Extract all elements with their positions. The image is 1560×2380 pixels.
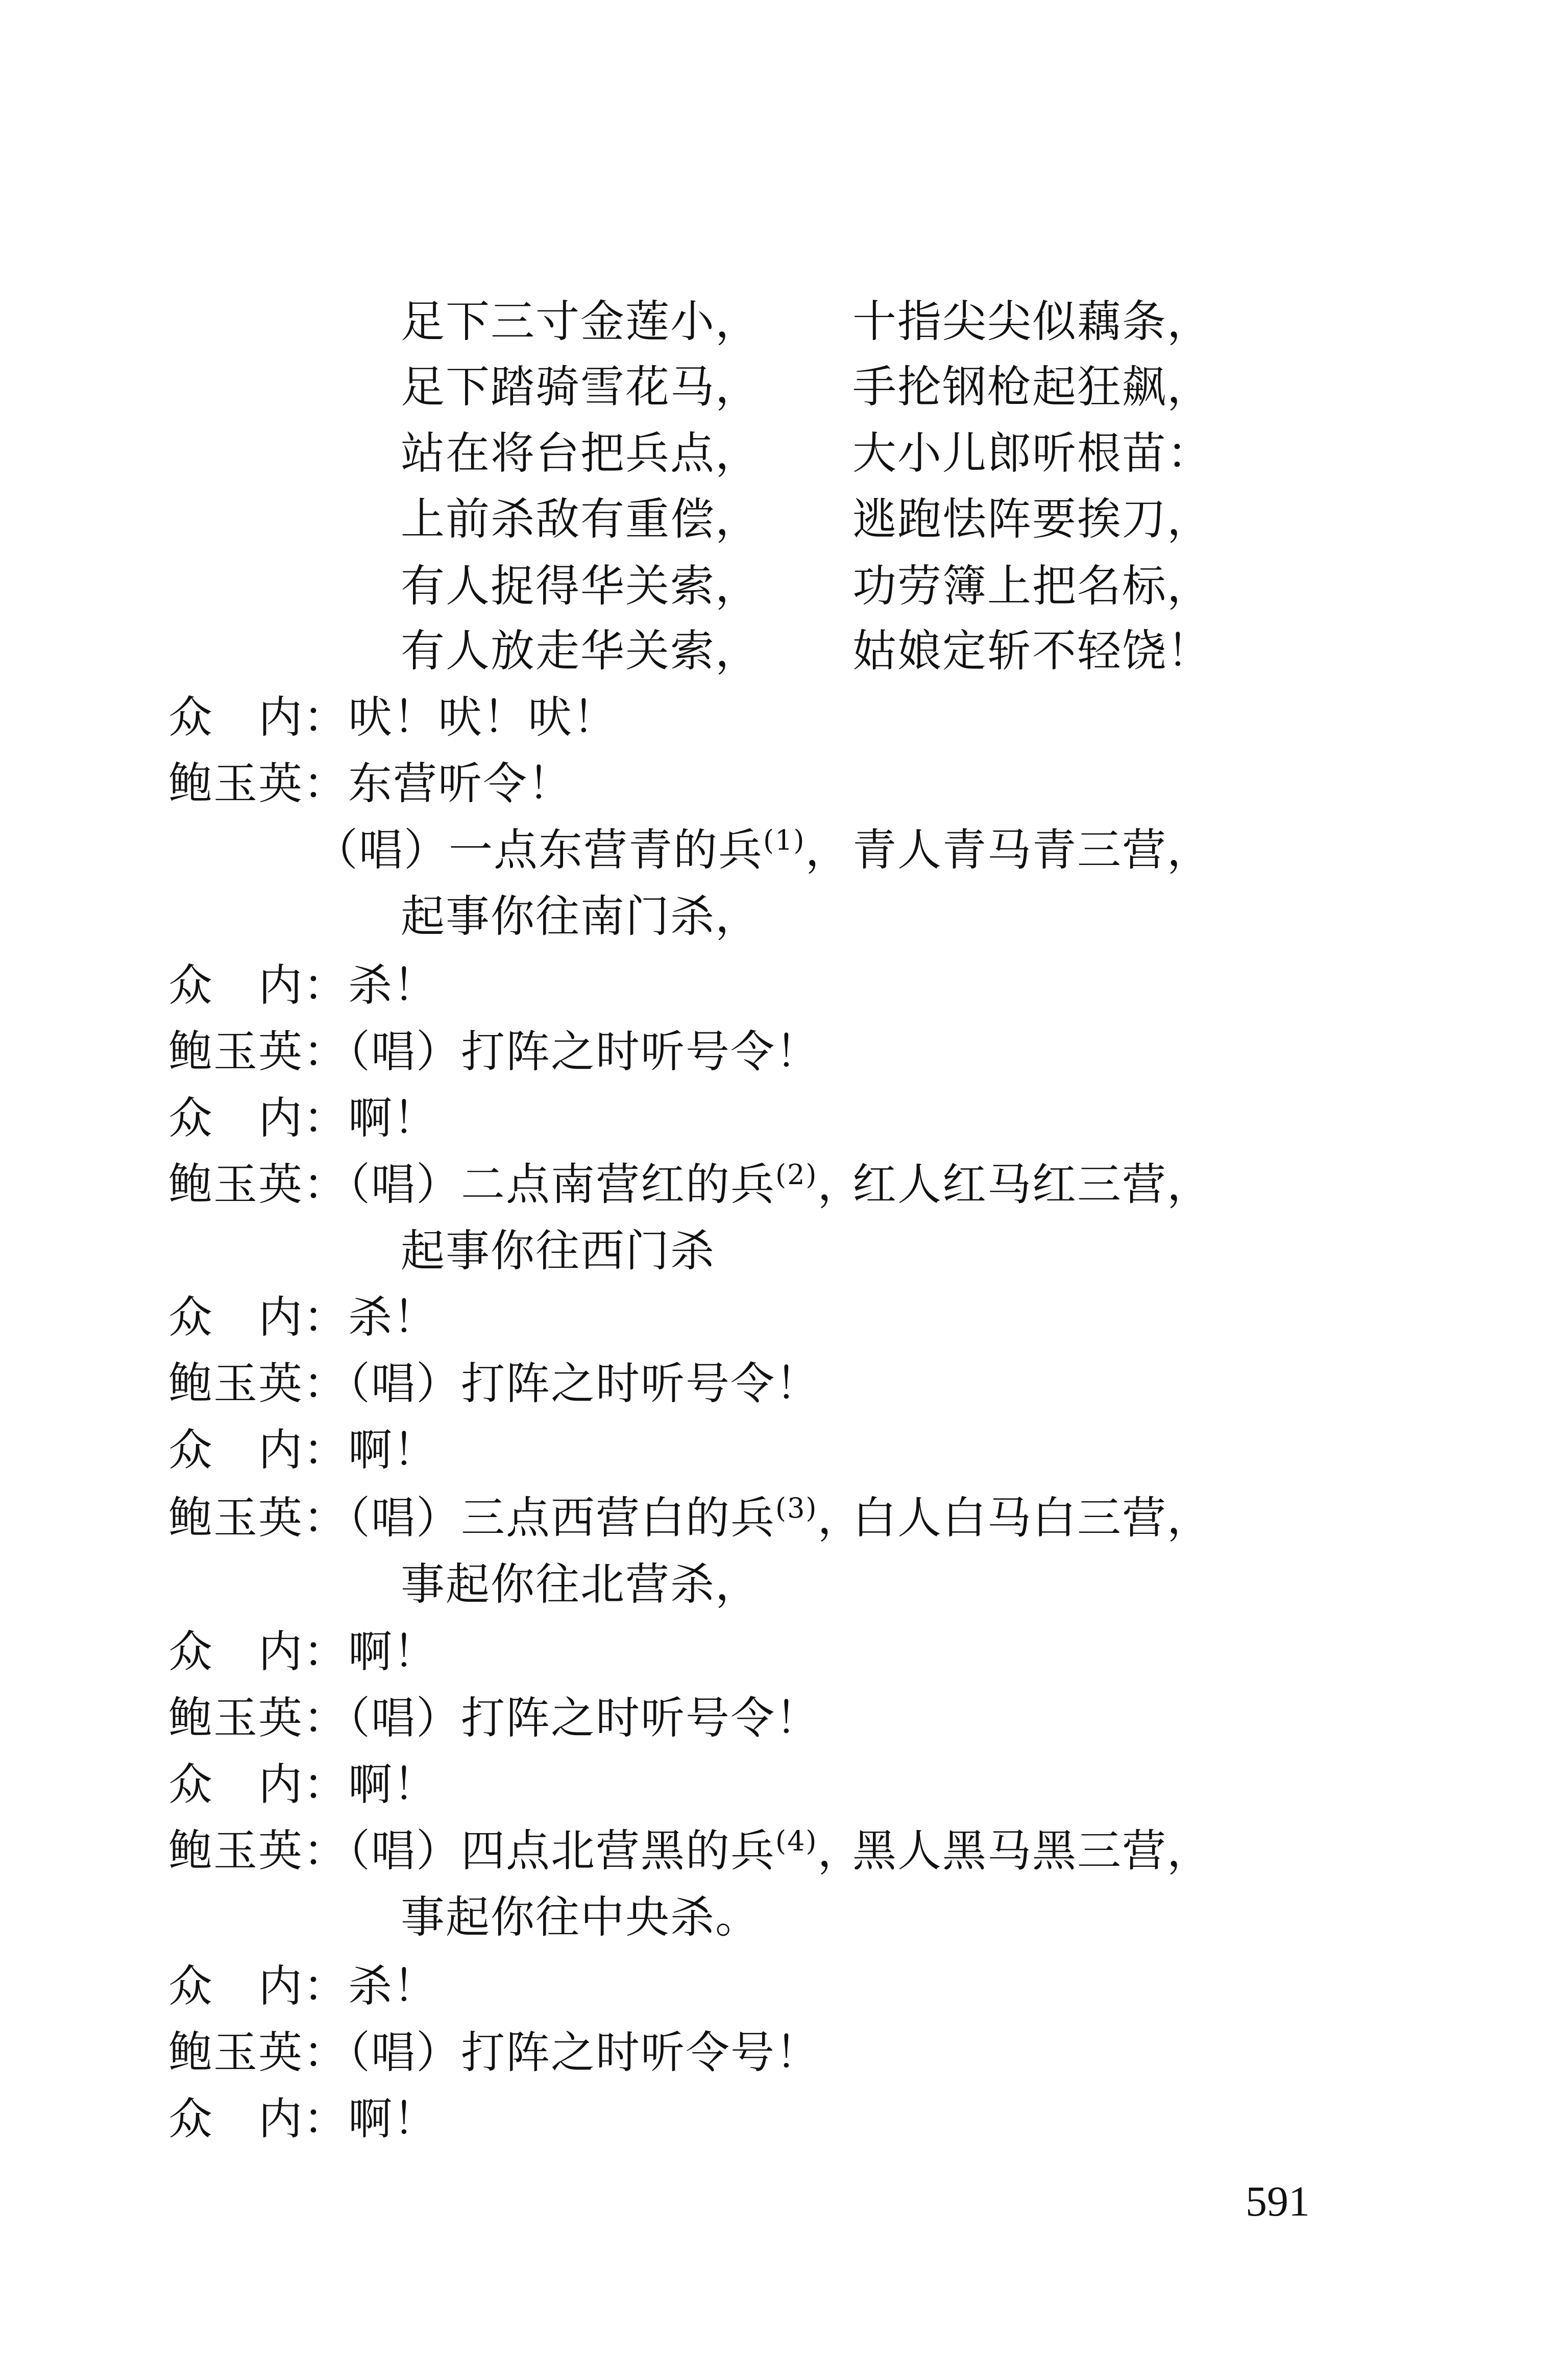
footnote-ref: (4)	[775, 1825, 818, 1857]
speaker-line: 鲍玉英：（唱）打阵之时听号令！	[168, 1358, 820, 1409]
verse-right-1: 十指尖尖似藕条，	[852, 296, 1212, 347]
speaker-line: 鲍玉英：（唱）二点南营红的兵$^{(2)}$，	[168, 1159, 863, 1210]
verse-left-1: 足下三寸金莲小，	[401, 296, 760, 347]
verse-right-3: 大小儿郎听根苗：	[852, 428, 1212, 479]
footnote-ref: (3)	[775, 1492, 818, 1524]
verse-right-6: 姑娘定斩不轻饶！	[852, 626, 1212, 677]
speaker-line: 众 内：啊！	[168, 1093, 438, 1144]
speaker-line: 鲍玉英：（唱）打阵之时听号令！	[168, 1693, 820, 1744]
speaker-line: 众 内：杀！	[168, 1961, 438, 2012]
speaker-line: 鲍玉英：（唱）三点西营白的兵$^{(3)}$，	[168, 1492, 863, 1544]
speaker-line: 鲍玉英：东营听令！	[168, 758, 573, 809]
verse-right-5: 功劳簿上把名标，	[852, 561, 1212, 612]
sung-line: （唱）一点东营青的兵$^{(1)}$，	[314, 824, 850, 876]
sung-line: 起事你往南门杀，	[401, 891, 760, 942]
sung-line: 起事你往西门杀	[401, 1225, 715, 1277]
sung-line-right: 黑人黑马黑三营，	[852, 1825, 1212, 1877]
speaker-line: 众 内：啊！	[168, 1759, 438, 1810]
verse-left-2: 足下踏骑雪花马，	[401, 362, 760, 413]
sung-line: 事起你往中央杀。	[401, 1892, 760, 1943]
verse-left-3: 站在将台把兵点，	[401, 428, 760, 479]
speaker-line: 众 内：杀！	[168, 1292, 438, 1343]
speaker-line: 众 内：啊！	[168, 2094, 438, 2145]
speaker-line: 众 内：杀！	[168, 960, 438, 1011]
speaker-line: 鲍玉英：（唱）四点北营黑的兵$^{(4)}$，	[168, 1825, 863, 1877]
speaker-line: 鲍玉英：（唱）打阵之时听令号！	[168, 2027, 820, 2078]
footnote-ref: (2)	[775, 1159, 818, 1191]
speaker-line: 鲍玉英：（唱）打阵之时听号令！	[168, 1026, 820, 1077]
sung-line-right: 红人红马红三营，	[852, 1159, 1212, 1210]
sung-line-right: 青人青马青三营，	[852, 825, 1212, 876]
sung-line: 事起你往北营杀，	[401, 1559, 760, 1610]
speaker-line: 众 内：吠！吠！吠！	[168, 692, 618, 743]
sung-line-right: 白人白马白三营，	[852, 1493, 1212, 1544]
footnote-ref: (1)	[763, 824, 806, 856]
page-number: 591	[1246, 2178, 1310, 2225]
verse-left-6: 有人放走华关索，	[401, 626, 760, 677]
speaker-line: 众 内：啊！	[168, 1425, 438, 1476]
verse-right-4: 逃跑怯阵要挨刀，	[852, 494, 1212, 545]
verse-right-2: 手抡钢枪起狂飙，	[852, 362, 1212, 413]
verse-left-4: 上前杀敌有重偿，	[401, 494, 760, 545]
verse-left-5: 有人捉得华关索，	[401, 561, 760, 612]
speaker-line: 众 内：啊！	[168, 1626, 438, 1677]
